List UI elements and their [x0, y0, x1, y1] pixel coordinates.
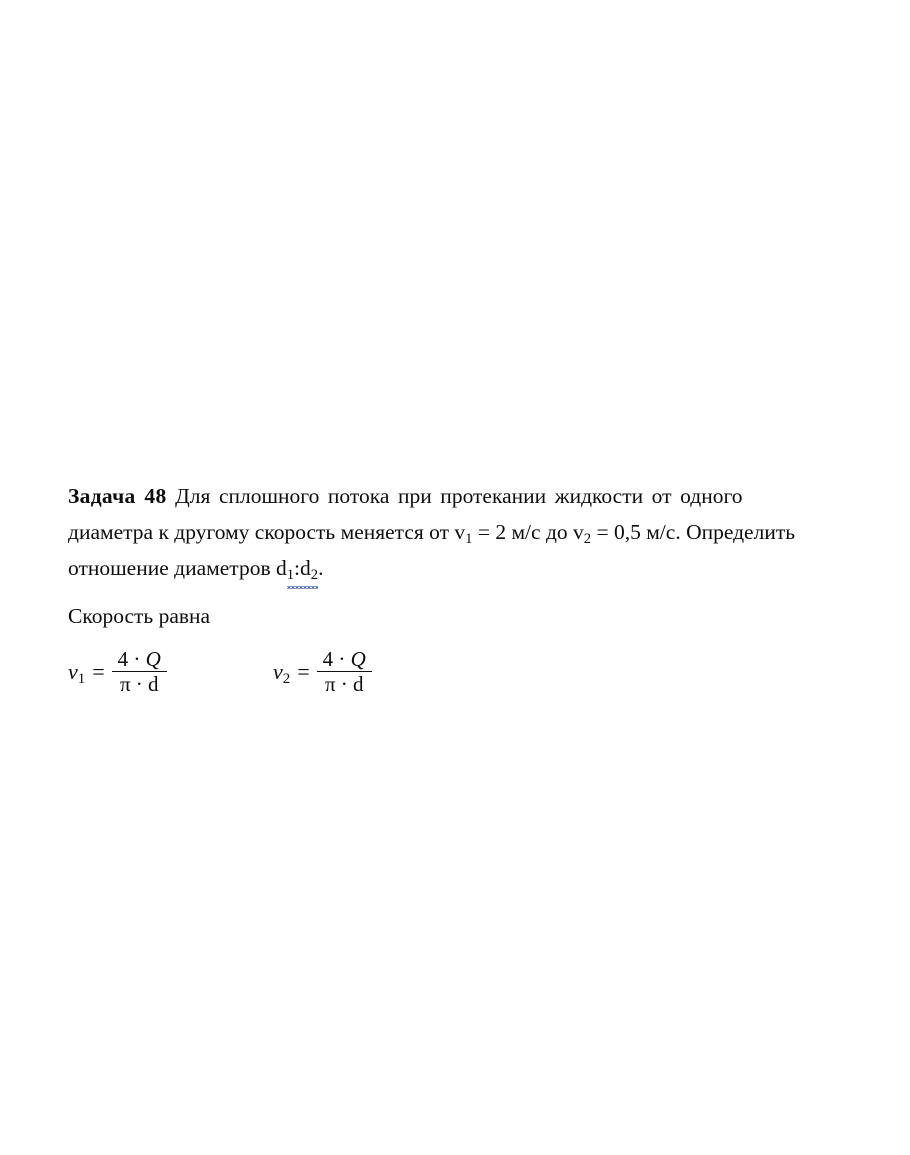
subscript-v2: 2 — [583, 531, 592, 548]
subscript-d1: 1 — [286, 567, 295, 584]
formula-v2-lhs: $v_2$ — [273, 658, 291, 687]
problem-text-line3b: :d — [294, 556, 311, 580]
problem-statement-line3 — [68, 550, 898, 586]
problem-text-line3a: отношение диаметров d — [68, 556, 287, 580]
formula-v2-fraction — [317, 648, 372, 695]
formula-v1 — [68, 648, 167, 695]
formula-v2-denominator: π · d — [324, 672, 364, 697]
spellcheck-underline — [287, 550, 318, 586]
formula-v1-fraction — [112, 648, 167, 695]
subscript-d2: 2 — [310, 567, 319, 584]
problem-statement-line2 — [68, 514, 898, 550]
section-heading — [68, 598, 898, 634]
formula-v1-equals: = — [92, 658, 105, 684]
formula-v2-numerator: 4 · Q — [322, 647, 366, 671]
problem-text-line2b: = 2 м/с до v — [472, 520, 584, 544]
formula-v1-denominator: π · d — [119, 672, 159, 697]
subscript-v1: 1 — [465, 531, 473, 548]
section-heading-text: Скорость равна — [68, 604, 211, 628]
problem-label: Задача 48 — [68, 484, 167, 508]
problem-text-part1 — [167, 484, 176, 508]
formula-v1-lhs: $v_1$ — [68, 658, 86, 687]
problem-statement-paragraph — [68, 478, 898, 514]
problem-text-line1: Для сплошного потока при протекании жидкости от одного — [175, 484, 743, 508]
formula-v1-numerator: 4 · Q — [117, 647, 161, 671]
formula-v2-equals: = — [297, 658, 310, 684]
problem-text-line2a: диаметра к другому скорость меняется от v — [68, 520, 466, 544]
formula-v2 — [273, 648, 372, 695]
problem-text-line3c: . — [318, 556, 324, 580]
problem-text-line2c: = 0,5 м/с. Определить — [591, 520, 796, 544]
